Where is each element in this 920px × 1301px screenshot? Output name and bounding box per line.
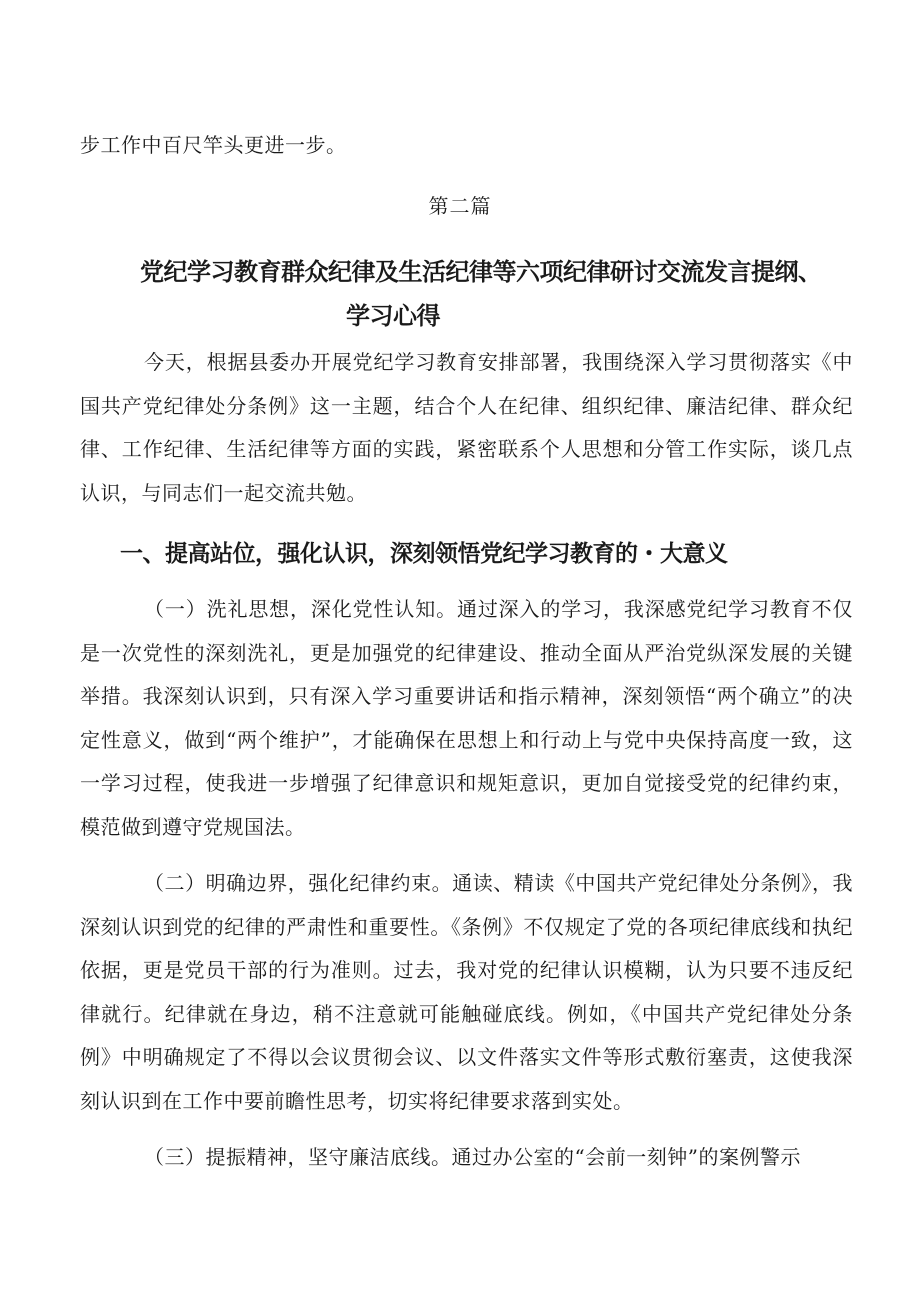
section-heading-1: 一、提高站位，强化认识，深刻领悟党纪学习教育的・大意义 bbox=[120, 541, 728, 567]
point-2-paragraph: （二）明确边界，强化纪律约束。通读、精读《中国共产党纪律处分条例》，我深刻认识到党的纪律的严肃性和重要性。《条例》不仅规定了党的各项纪律底线和执纪依据，更是党员干部的行为准则。过去，我对党的纪律认识模糊，认为只要不违反纪律就行。纪律就在身边，稍不注意就可能触碰底线。例如，《中国共产党纪律处分条例》中明确规定了不得以会议贯彻会议、以文件落实文件等形式敷衍塞责，这使我深刻认识到在工作中要前瞻性思考，切实将纪律要求落到实处。 bbox=[80, 871, 853, 1113]
point-1-paragraph: （一）洗礼思想，深化党性认知。通过深入的学习，我深感党纪学习教育不仅是一次党性的深刻洗礼，更是加强党的纪律建设、推动全面从严治党纵深发展的关键举措。我深刻认识到，只有深入学习重要讲话和指示精神，深刻领悟“两个确立”的决定性意义，做到“两个维护”，才能确保在思想上和行动上与党中央保持高度一致，这一学习过程，使我进一步增强了纪律意识和规矩意识，更加自觉接受党的纪律约束，模范做到遵守党规国法。 bbox=[80, 597, 853, 839]
intro-paragraph: 今天，根据县委办开展党纪学习教育安排部署，我围绕深入学习贯彻落实《中国共产党纪律处分条例》这一主题，结合个人在纪律、组织纪律、廉洁纪律、群众纪律、工作纪律、生活纪律等方面的实践，紧密联系个人思想和分管工作实际，谈几点认识，与同志们一起交流共勉。 bbox=[80, 350, 853, 505]
section-label: 第二篇 bbox=[428, 194, 492, 218]
point-3-paragraph: （三）提振精神，坚守廉洁底线。通过办公室的“会前一刻钟”的案例警示 bbox=[144, 1145, 801, 1169]
title-line-1: 党纪学习教育群众纪律及生活纪律等六项纪律研讨交流发言提纲、 bbox=[140, 258, 822, 286]
carryover-paragraph: 步工作中百尺竿头更进一步。 bbox=[80, 133, 347, 157]
title-line-2: 学习心得 bbox=[346, 302, 440, 330]
document-title bbox=[140, 250, 860, 338]
